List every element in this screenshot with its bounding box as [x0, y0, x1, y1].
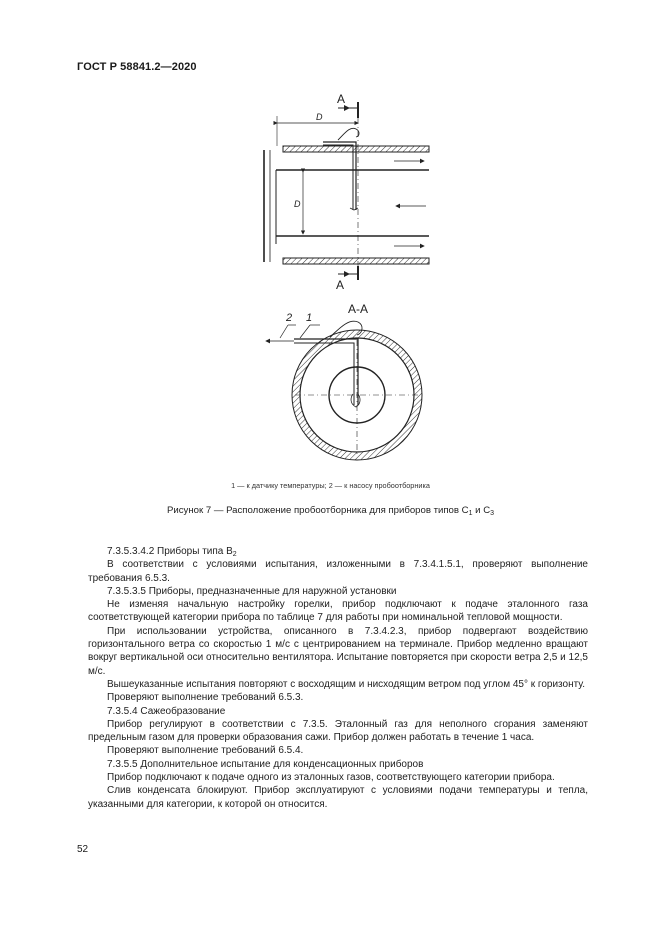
paragraph: 7.3.5.3.5 Приборы, предназначенные для наружной установки — [107, 585, 397, 597]
paragraph: Слив конденсата блокируют. Прибор эксплуатируют с условиями подачи температуры и тепла, указанными для категории, к которой он относится. — [88, 785, 588, 810]
dimension-label-horizontal: D — [316, 112, 323, 122]
page-number: 52 — [77, 844, 89, 855]
paragraph: 7.3.5.4 Сажеобразование — [107, 705, 226, 717]
caption-text: Рисунок 7 — Расположение пробоотборника для приборов типов C — [166, 505, 469, 516]
paragraph: Проверяют выполнение требований 6.5.4. — [107, 745, 304, 757]
dimension-label-vertical: D — [294, 199, 301, 209]
section-title: A-A — [348, 302, 369, 316]
paragraph: В соответствии с условиями испытания, изложенными в 7.3.4.1.5.1, проверяют выполнение требования 6.5.3. — [88, 559, 588, 584]
caption-and: и C — [472, 505, 491, 516]
figure-legend: 1 — к датчику температуры; 2 — к насосу пробоотборника — [231, 481, 430, 490]
caption-subscript-3: 3 — [490, 510, 495, 517]
paragraph: Проверяют выполнение требований 6.5.3. — [107, 692, 304, 704]
section-label-bottom: A — [336, 278, 345, 292]
paragraph-7-3-5-3-4-2 — [88, 545, 588, 558]
paragraph: Прибор регулируют в соответствии с 7.3.5. Эталонный газ для неполного сгорания заменяют предельным газом для проверки образования сажи. Прибор должен работать в течение 1 часа. — [88, 718, 588, 744]
paragraph: Не изменяя начальную настройку горелки, прибор подключают к подаче эталонного газа соответствующей категории прибора по таблице 7 для работы при номинальной тепловой мощности. — [88, 599, 588, 624]
caption-subscript-1: 1 — [468, 510, 473, 517]
paragraph: Вышеуказанные испытания повторяют с восходящим и нисходящим ветром под углом 45° к горизонту. — [107, 678, 586, 690]
clause-subscript: 2 — [232, 551, 237, 558]
figure-caption — [0, 505, 661, 516]
paragraph: При использовании устройства, описанного в 7.3.4.2.3, прибор подвергают воздействию горизонтального ветра со скоростью 1 м/с с центрированием на терминале. Прибор медленно вращают вокруг вертикальной оси относительно вентилятора. Испытание повторяется при скорости ветра 2,5 и 12,5 м/с. — [88, 625, 588, 677]
callout-2: 2 — [286, 312, 293, 324]
document-header: ГОСТ Р 58841.2—2020 — [77, 61, 197, 73]
longitudinal-view — [264, 102, 429, 280]
cross-section-view — [266, 321, 422, 460]
section-label-top: A — [337, 92, 346, 106]
paragraph: 7.3.5.5 Дополнительное испытание для конденсационных приборов — [107, 758, 424, 770]
body-text — [88, 545, 588, 811]
callout-1: 1 — [306, 312, 313, 324]
clause-heading: 7.3.5.3.4.2 Приборы типа B — [107, 546, 233, 557]
paragraph: Прибор подключают к подаче одного из эталонных газов, соответствующего категории прибора. — [107, 772, 555, 784]
